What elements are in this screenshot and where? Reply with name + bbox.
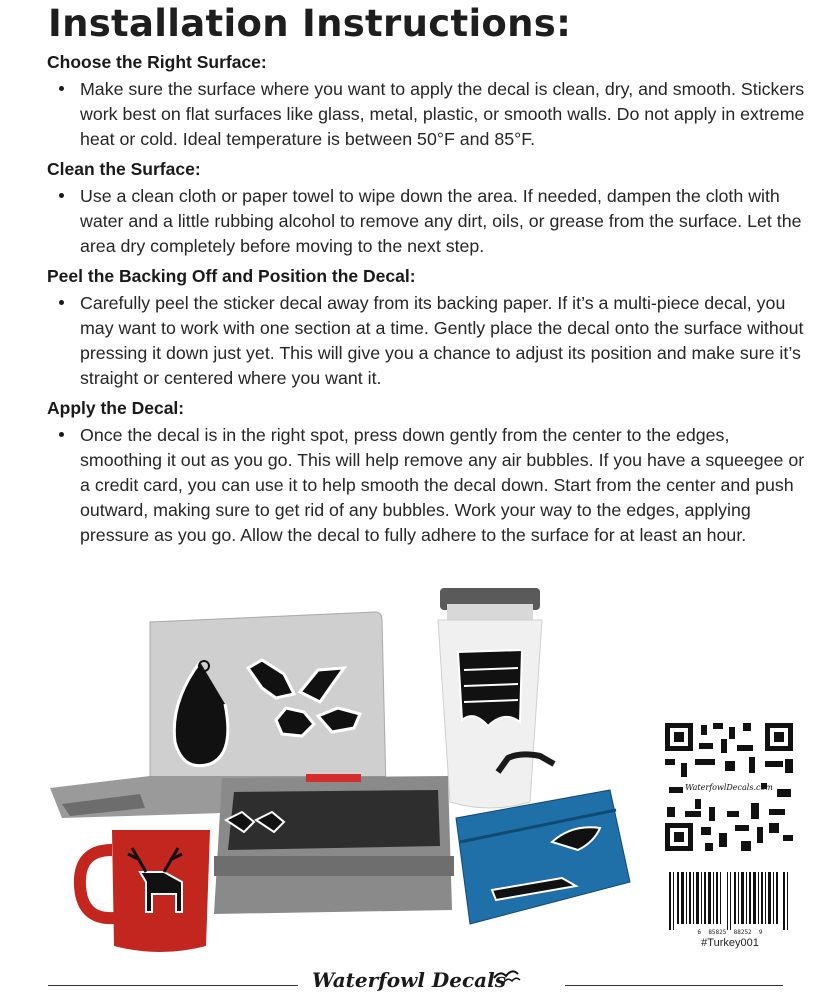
section-text: Once the decal is in the right spot, press down gently from the center to the edges, smoothing it out as you go. This will help remove any air bubbles. If you have a squeegee or a credit card, you can use it to help smooth the decal down. Start from the center and push outward, making sure to get rid of any bubbles. Work your way to the edges, applying pressure as you go. Allow the decal to fully adhere to the surface for at least an hour. xyxy=(80,425,805,545)
truck-image xyxy=(214,774,454,914)
bullet-icon xyxy=(59,300,64,305)
brand-logo: Waterfowl Decals xyxy=(312,968,506,992)
section-apply xyxy=(47,397,807,548)
bullet-icon xyxy=(59,193,64,198)
mug-image xyxy=(80,830,210,952)
section-text: Carefully peel the sticker decal away from its backing paper. If it’s a multi-piece decal, you may want to work with one section at a time. Gently place the decal onto the surface without pressing it down just yet. This will give you a chance to adjust its position and make sure it’s straight or centered where you want it. xyxy=(80,293,804,388)
footer-divider-left xyxy=(48,985,298,986)
barcode xyxy=(663,872,797,936)
flag-duck-decal xyxy=(458,650,522,726)
bullet-icon xyxy=(59,86,64,91)
section-peel xyxy=(47,265,807,391)
bullet-icon xyxy=(59,432,64,437)
page-title: Installation Instructions: xyxy=(48,2,572,45)
barcode-digits: 6 85825 88252 9 xyxy=(697,929,763,936)
section-text: Use a clean cloth or paper towel to wipe down the area. If needed, dampen the cloth with water and a little rubbing alcohol to remove any dirt, oils, or grease from the surface. Let the area dry completely before moving to the next step. xyxy=(80,186,802,256)
instructions xyxy=(47,51,807,554)
qr-caption: WaterfowlDecals.com xyxy=(685,783,773,792)
tumbler-image xyxy=(438,588,542,808)
sku-label: #Turkey001 xyxy=(701,937,759,949)
section-heading: Clean the Surface: xyxy=(47,159,201,179)
section-heading: Apply the Decal: xyxy=(47,398,185,418)
footer-divider-right xyxy=(565,985,783,986)
section-heading: Peel the Backing Off and Position the Decal: xyxy=(47,266,416,286)
section-text: Make sure the surface where you want to apply the decal is clean, dry, and smooth. Stickers work best on flat surfaces like glass, metal, plastic, or smooth walls. Do not apply in extreme heat or cold. Ideal temperature is between 50°F and 85°F. xyxy=(80,79,805,149)
section-surface xyxy=(47,51,807,152)
qr-code xyxy=(665,723,793,851)
duck-logo-icon xyxy=(490,966,526,986)
section-heading: Choose the Right Surface: xyxy=(47,52,267,72)
section-clean xyxy=(47,158,807,259)
